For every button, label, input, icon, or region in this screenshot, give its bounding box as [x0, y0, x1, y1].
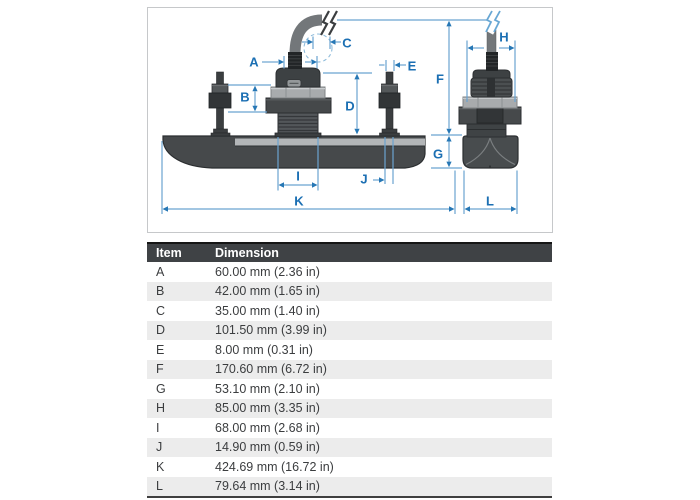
item-cell: K [156, 459, 165, 474]
dim-label-K: K [294, 193, 304, 209]
dimension-cell: 8.00 mm (0.31 in) [215, 342, 313, 357]
item-cell: D [156, 323, 166, 338]
dimension-table-body [147, 262, 552, 496]
dimension-cell: 35.00 mm (1.40 in) [215, 303, 320, 318]
dim-label-A: A [249, 54, 259, 70]
dimension-break-icon [486, 9, 500, 33]
table-header-item: Item [156, 246, 182, 260]
table-row [147, 418, 552, 438]
hull-stripe [235, 139, 425, 146]
item-cell: A [156, 264, 165, 279]
table-row [147, 399, 552, 419]
item-cell: C [156, 303, 166, 318]
transducer-dimension-diagram [147, 7, 553, 233]
dimension-cell: 79.64 mm (3.14 in) [215, 479, 320, 494]
dim-label-E: E [407, 58, 417, 74]
bend-radius-circle [304, 34, 332, 62]
dimension-cell: 424.69 mm (16.72 in) [215, 459, 334, 474]
dim-label-G: G [432, 146, 444, 162]
dim-label-J: J [360, 171, 368, 187]
item-cell: L [156, 479, 163, 494]
dim-label-I: I [296, 168, 300, 184]
dim-label-C: C [342, 35, 352, 51]
dim-label-L: L [486, 193, 494, 209]
table-row [147, 340, 552, 360]
diagram-svg [148, 8, 552, 232]
item-cell: I [156, 420, 160, 435]
dimension-cell: 68.00 mm (2.68 in) [215, 420, 320, 435]
table-row [147, 301, 552, 321]
dim-label-F: F [436, 71, 444, 87]
left-mounting-stud [209, 72, 231, 136]
table-row [147, 379, 552, 399]
cable-break-icon [321, 10, 337, 35]
dim-label-D: D [345, 98, 355, 114]
table-row [147, 321, 552, 341]
table-row [147, 360, 552, 380]
transducer-front-view [459, 30, 521, 169]
item-cell: F [156, 362, 164, 377]
table-header-row [147, 244, 552, 262]
transducer-body-side [266, 68, 331, 137]
item-cell: B [156, 284, 165, 299]
dimension-cell: 101.50 mm (3.99 in) [215, 323, 327, 338]
table-row [147, 457, 552, 477]
table-row [147, 477, 552, 497]
item-cell: G [156, 381, 166, 396]
table-header-dimension: Dimension [215, 246, 279, 260]
dimension-cell: 85.00 mm (3.35 in) [215, 401, 320, 416]
dimension-cell: 14.90 mm (0.59 in) [215, 440, 320, 455]
dimension-cell: 42.00 mm (1.65 in) [215, 284, 320, 299]
transducer-body-front [459, 70, 521, 137]
table-row [147, 262, 552, 282]
dimension-cell: 170.60 mm (6.72 in) [215, 362, 327, 377]
transducer-side-view [163, 20, 425, 168]
item-cell: E [156, 342, 165, 357]
table-row [147, 282, 552, 302]
dimension-table [147, 242, 552, 498]
item-cell: J [156, 440, 163, 455]
right-mounting-stud [379, 72, 400, 136]
dim-label-H: H [499, 29, 509, 45]
table-row [147, 438, 552, 458]
transducer-cable-front [486, 30, 498, 71]
dimension-cell: 53.10 mm (2.10 in) [215, 381, 320, 396]
dim-label-B: B [240, 89, 250, 105]
dimension-cell: 60.00 mm (2.36 in) [215, 264, 320, 279]
item-cell: H [156, 401, 166, 416]
